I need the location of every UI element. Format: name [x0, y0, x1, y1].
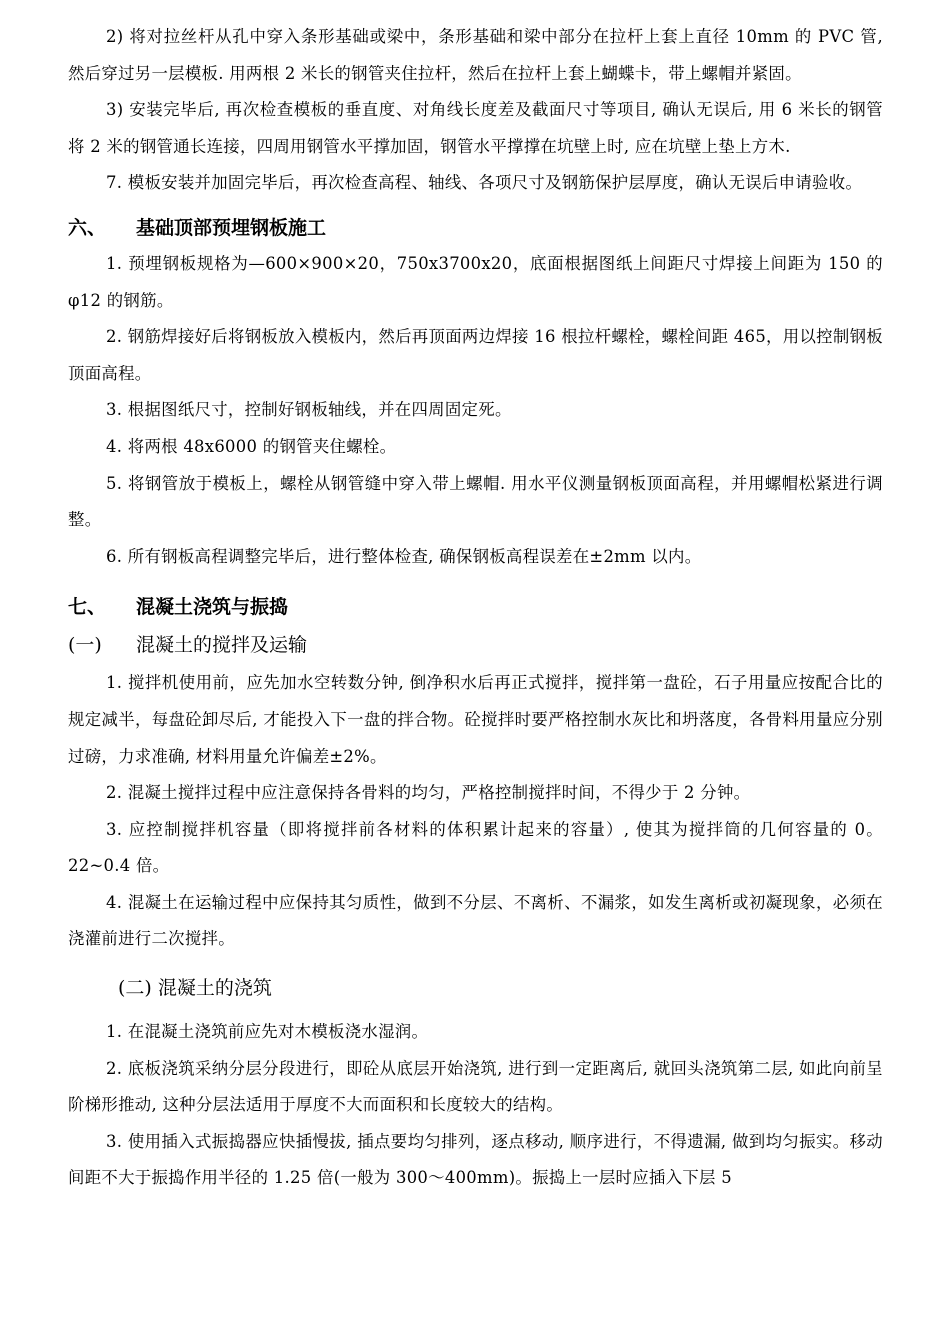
subsection-title: 混凝土的搅拌及运输: [136, 634, 308, 657]
section-heading-6: [68, 208, 883, 246]
subsection-number: (一): [68, 634, 102, 657]
list-item: 3. 使用插入式振捣器应快插慢拔, 插点要均匀排列，逐点移动, 顺序进行，不得遗漏, 做到均匀振实。移动间距不大于振捣作用半径的 1.25 倍(一般为 300～400mm)。振捣上一层时应插入下层 5: [68, 1131, 883, 1188]
list-item: 3. 根据图纸尺寸，控制好钢板轴线，并在四周固定死。: [106, 400, 512, 420]
section-title: 基础顶部预埋钢板施工: [136, 216, 327, 239]
paragraph-item-7: 7. 模板安装并加固完毕后，再次检查高程、轴线、各项尺寸及钢筋保护层厚度，确认无误后申请验收。: [106, 173, 863, 193]
paragraph-step-3: 3) 安装完毕后, 再次检查模板的垂直度、对角线长度差及截面尺寸等项目, 确认无误后, 用 6 米长的钢管将 2 米的钢管通长连接，四周用钢管水平撑加固，钢管水平撑撑在坑壁上时, 应在坑壁上垫上方木.: [68, 100, 883, 156]
list-item: 2. 混凝土搅拌过程中应注意保持各骨料的均匀，严格控制搅拌时间，不得少于 2 分钟。: [106, 783, 751, 803]
subsection-heading-1: [68, 625, 883, 665]
subsection-heading-2: (二) 混凝土的浇筑: [118, 977, 272, 1000]
list-item: 3. 应控制搅拌机容量（即将搅拌前各材料的体积累计起来的容量）, 使其为搅拌筒的几何容量的 0。22~0.4 倍。: [68, 819, 883, 876]
section-number: 六、: [68, 216, 107, 239]
list-item: 4. 将两根 48x6000 的钢管夹住螺栓。: [106, 436, 397, 456]
section-heading-7: [68, 587, 883, 625]
list-item: 2. 钢筋焊接好后将钢板放入模板内，然后再顶面两边焊接 16 根拉杆螺栓，螺栓间距 465，用以控制钢板顶面高程。: [68, 327, 883, 383]
section-number: 七、: [68, 596, 107, 619]
list-item: 1. 搅拌机使用前，应先加水空转数分钟, 倒净积水后再正式搅拌，搅拌第一盘砼，石子用量应按配合比的规定减半，每盘砼卸尽后, 才能投入下一盘的拌合物。砼搅拌时要严格控制水灰比和坍落度，各骨料用量应分别过磅，力求准确, 材料用量允许偏差±2%。: [68, 673, 883, 766]
document-page: [68, 19, 883, 1197]
list-item: 4. 混凝土在运输过程中应保持其匀质性，做到不分层、不离析、不漏浆，如发生离析或初凝现象，必须在浇灌前进行二次搅拌。: [68, 892, 883, 949]
list-item: 1. 预埋钢板规格为—600×900×20，750x3700x20，底面根据图纸上间距尺寸焊接上间距为 150 的 φ12 的钢筋。: [68, 253, 883, 310]
list-item: 1. 在混凝土浇筑前应先对木模板浇水湿润。: [106, 1022, 429, 1042]
list-item: 2. 底板浇筑采纳分层分段进行，即砼从底层开始浇筑, 进行到一定距离后, 就回头浇筑第二层, 如此向前呈阶梯形推动, 这种分层法适用于厚度不大而面积和长度较大的结构。: [68, 1058, 883, 1115]
list-item: 5. 将钢管放于模板上，螺栓从钢管缝中穿入带上螺帽. 用水平仪测量钢板顶面高程，并用螺帽松紧进行调整。: [68, 473, 883, 530]
list-item: 6. 所有钢板高程调整完毕后，进行整体检查, 确保钢板高程误差在±2mm 以内。: [106, 546, 702, 566]
paragraph-step-2: 2) 将对拉丝杆从孔中穿入条形基础或梁中，条形基础和梁中部分在拉杆上套上直径 10mm 的 PVC 管, 然后穿过另一层模板. 用两根 2 米长的钢管夹住拉杆，然后在拉杆上套上蝴蝶卡，带上螺帽并紧固。: [68, 27, 883, 83]
section-title: 混凝土浇筑与振捣: [136, 596, 289, 619]
